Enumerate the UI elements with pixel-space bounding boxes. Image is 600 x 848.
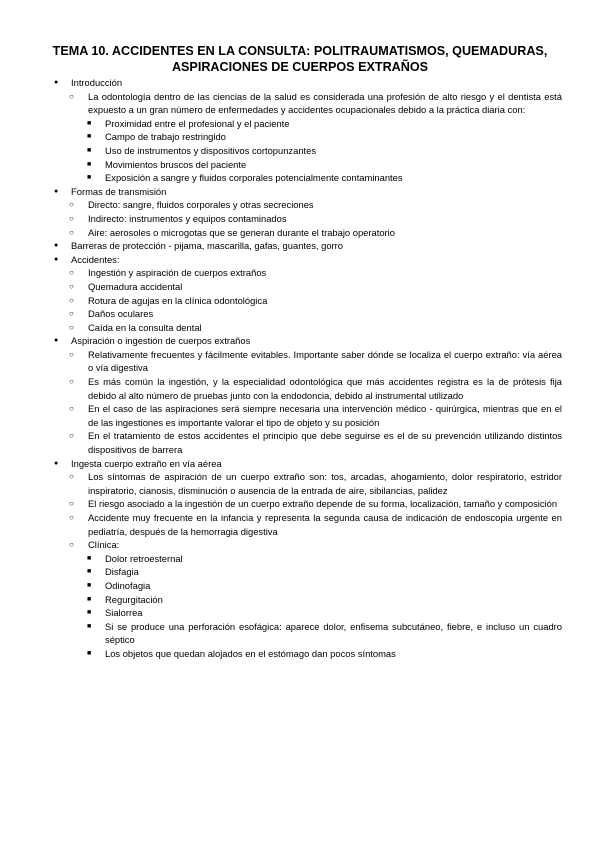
- list-item: ○ Ingestión y aspiración de cuerpos extraños: [51, 266, 562, 280]
- section-heading: Formas de transmisión: [71, 185, 167, 197]
- section-aspiracion: [0, 334, 600, 456]
- section-barreras: [0, 239, 600, 253]
- outline-list: [0, 76, 600, 661]
- list-item: ■ Movimientos bruscos del paciente: [68, 158, 562, 172]
- section-transmision: [0, 185, 600, 239]
- list-item: ○ El riesgo asociado a la ingestión de un cuerpo extraño depende de su forma, localización, tamaño y composición: [51, 497, 562, 511]
- section-heading: Aspiración o ingestión de cuerpos extraños: [71, 335, 251, 347]
- list-item: ■ Proximidad entre el profesional y el paciente: [68, 117, 562, 131]
- section-intro: [0, 76, 600, 185]
- list-item: ○ Relativamente frecuentes y fácilmente evitables. Importante saber dónde se localiza el cuerpo extraño: vía aérea o vía digestiva: [51, 348, 562, 375]
- list-item: ■ Los objetos que quedan alojados en el estómago dan pocos síntomas: [68, 647, 562, 661]
- list-item: ○ Daños oculares: [51, 307, 562, 321]
- list-item: ○ En el caso de las aspiraciones será siempre necesaria una intervención médico - quirúrgica, mientras que en el de las ingestiones es importante valorar el tipo de objeto y su posición: [51, 402, 562, 429]
- list-item: ■ Si se produce una perforación esofágica: aparece dolor, enfisema subcutáneo, fiebre, e incluso un cuadro séptico: [68, 620, 562, 647]
- list-item: ■ Exposición a sangre y fluidos corporales potencialmente contaminantes: [68, 171, 562, 185]
- list-item: ○ Caída en la consulta dental: [51, 321, 562, 335]
- section-ingesta: [0, 457, 600, 661]
- intro-paragraph: La odontología dentro de las ciencias de la salud es considerada una profesión de alto riesgo y el dentista está expuesto a un gran número de enfermedades y accidentes ocupacionales debido a la práctica diaria con:: [88, 90, 562, 116]
- list-item: ■ Campo de trabajo restringido: [68, 130, 562, 144]
- list-item: ○ En el tratamiento de estos accidentes el principio que debe seguirse es el de su prevención utilizando distintos dispositivos de barrera: [51, 429, 562, 456]
- document-body: [0, 76, 600, 661]
- section-heading: Barreras de protección - pijama, mascarilla, gafas, guantes, gorro: [71, 240, 344, 252]
- title-line-1: TEMA 10. ACCIDENTES EN LA CONSULTA: POLITRAUMATISMOS, QUEMADURAS,: [52, 44, 548, 58]
- section-accidentes: [0, 253, 600, 335]
- section-heading: Accidentes:: [71, 253, 120, 265]
- list-item: ■ Disfagia: [68, 565, 562, 579]
- section-heading: Introducción: [71, 77, 123, 88]
- list-item: ■ Odinofagia: [68, 579, 562, 593]
- list-item: ○ Rotura de agujas en la clínica odontológica: [51, 294, 562, 308]
- clinica-label: Clínica:: [88, 539, 120, 551]
- list-item: ○ Los síntomas de aspiración de un cuerpo extraño son: tos, arcadas, ahogamiento, dolor respiratorio, estridor inspiratorio, cianosis, disminución o ausencia de la entrada de aire, sibilancias, palidez: [51, 470, 562, 497]
- list-item: [51, 90, 562, 185]
- list-item: ■ Regurgitación: [68, 593, 562, 607]
- list-item: ■ Uso de instrumentos y dispositivos cortopunzantes: [68, 144, 562, 158]
- section-heading: Ingesta cuerpo extraño en vía aérea: [71, 457, 222, 469]
- title-line-2: ASPIRACIONES DE CUERPOS EXTRAÑOS: [171, 60, 429, 74]
- list-item: ○ Aire: aerosoles o microgotas que se generan durante el trabajo operatorio: [51, 226, 562, 240]
- list-item: ○ Quemadura accidental: [51, 280, 562, 294]
- list-item: ■ Dolor retroesternal: [68, 552, 562, 566]
- list-item: ○ Indirecto: instrumentos y equipos contaminados: [51, 212, 562, 226]
- list-item: ○ Es más común la ingestión, y la especialidad odontológica que más accidentes registra es la de prótesis fija debido al alto número de pruebas junto con la endodoncia, debido al instrumental utilizado: [51, 375, 562, 402]
- list-item: ■ Sialorrea: [68, 606, 562, 620]
- list-item: ○ Accidente muy frecuente en la infancia y representa la segunda causa de indicación de endoscopia urgente en pediatría, después de la hemorragia digestiva: [51, 511, 562, 538]
- page-title: [40, 43, 560, 75]
- list-item: [51, 538, 562, 660]
- list-item: ○ Directo: sangre, fluidos corporales y otras secreciones: [51, 198, 562, 212]
